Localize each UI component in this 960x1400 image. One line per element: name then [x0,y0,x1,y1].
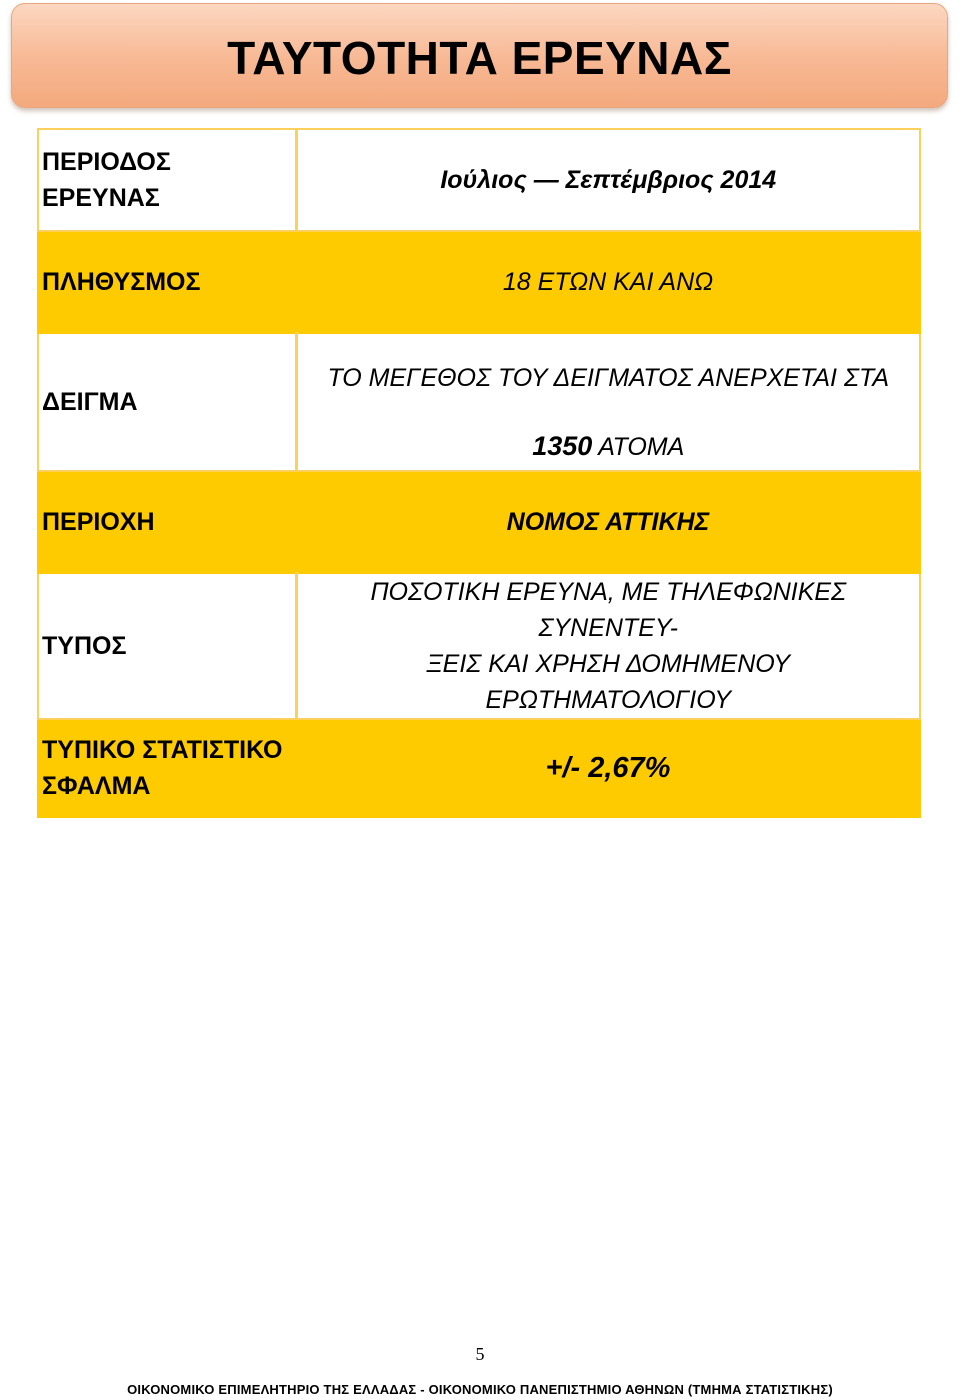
type-value-line1: ΠΟΣΟΤΙΚΗ ΕΡΕΥΝΑ, ΜΕ ΤΗΛΕΦΩΝΙΚΕΣ ΣΥΝΕΝΤΕΥ- [370,578,847,642]
page-title: ΤΑΥΤΟΤΗΤΑ ΕΡΕΥΝΑΣ [227,31,732,84]
type-value-line2: ΞΕΙΣ ΚΑΙ ΧΡΗΣΗ ΔΟΜΗΜΕΝΟΥ ΕΡΩΤΗΜΑΤΟΛΟΓΙΟΥ [426,650,791,714]
type-label: ΤΥΠΟΣ [38,573,296,719]
table-row-standard-error [38,719,920,817]
table-row-sample [38,333,920,471]
table-row-type [38,573,920,719]
table-row-survey-period [38,129,920,231]
standard-error-label-line2: ΣΦΑΛΜΑ [42,772,151,800]
sample-label [38,333,296,471]
title-banner [11,3,948,108]
page-number: 5 [475,1344,485,1364]
standard-error-label [38,719,296,817]
population-value: 18 ΕΤΩΝ ΚΑΙ ΑΝΩ [296,231,920,333]
sample-size-number: 1350 [532,430,593,461]
sample-label-text: ΔΕΙΓΜΑ [42,388,138,416]
standard-error-label-line1: ΤΥΠΙΚΟ ΣΤΑΤΙΣΤΙΚΟ [42,736,283,764]
type-value [296,573,920,719]
footer-text: ΟΙΚΟΝΟΜΙΚΟ ΕΠΙΜΕΛΗΤΗΡΙΟ ΤΗΣ ΕΛΛΑΔΑΣ - ΟΙΚΟΝΟΜΙΚΟ ΠΑΝΕΠΙΣΤΗΜΙΟ ΑΘΗΝΩΝ (ΤΜΗΜΑ ΣΤΑΤΙΣΤΙΚΗΣ) [127,1382,833,1397]
survey-identity-table [37,128,921,818]
sample-size-unit: ΑΤΟΜΑ [598,432,685,461]
table-row-population [38,231,920,333]
population-label: ΠΛΗΘΥΣΜΟΣ [38,231,296,333]
survey-period-label: ΠΕΡΙΟΔΟΣ ΕΡΕΥΝΑΣ [38,129,296,231]
survey-period-value: Ιούλιος — Σεπτέμβριος 2014 [296,129,920,231]
standard-error-value: +/- 2,67% [296,719,920,817]
sample-value-line2 [298,428,920,465]
table-row-area [38,471,920,573]
area-label: ΠΕΡΙΟΧΗ [38,471,296,573]
area-value: ΝΟΜΟΣ ΑΤΤΙΚΗΣ [296,471,920,573]
sample-value-line1: ΤΟ ΜΕΓΕΘΟΣ ΤΟΥ ΔΕΙΓΜΑΤΟΣ ΑΝΕΡΧΕΤΑΙ ΣΤΑ [327,363,890,392]
sample-value [296,333,920,471]
